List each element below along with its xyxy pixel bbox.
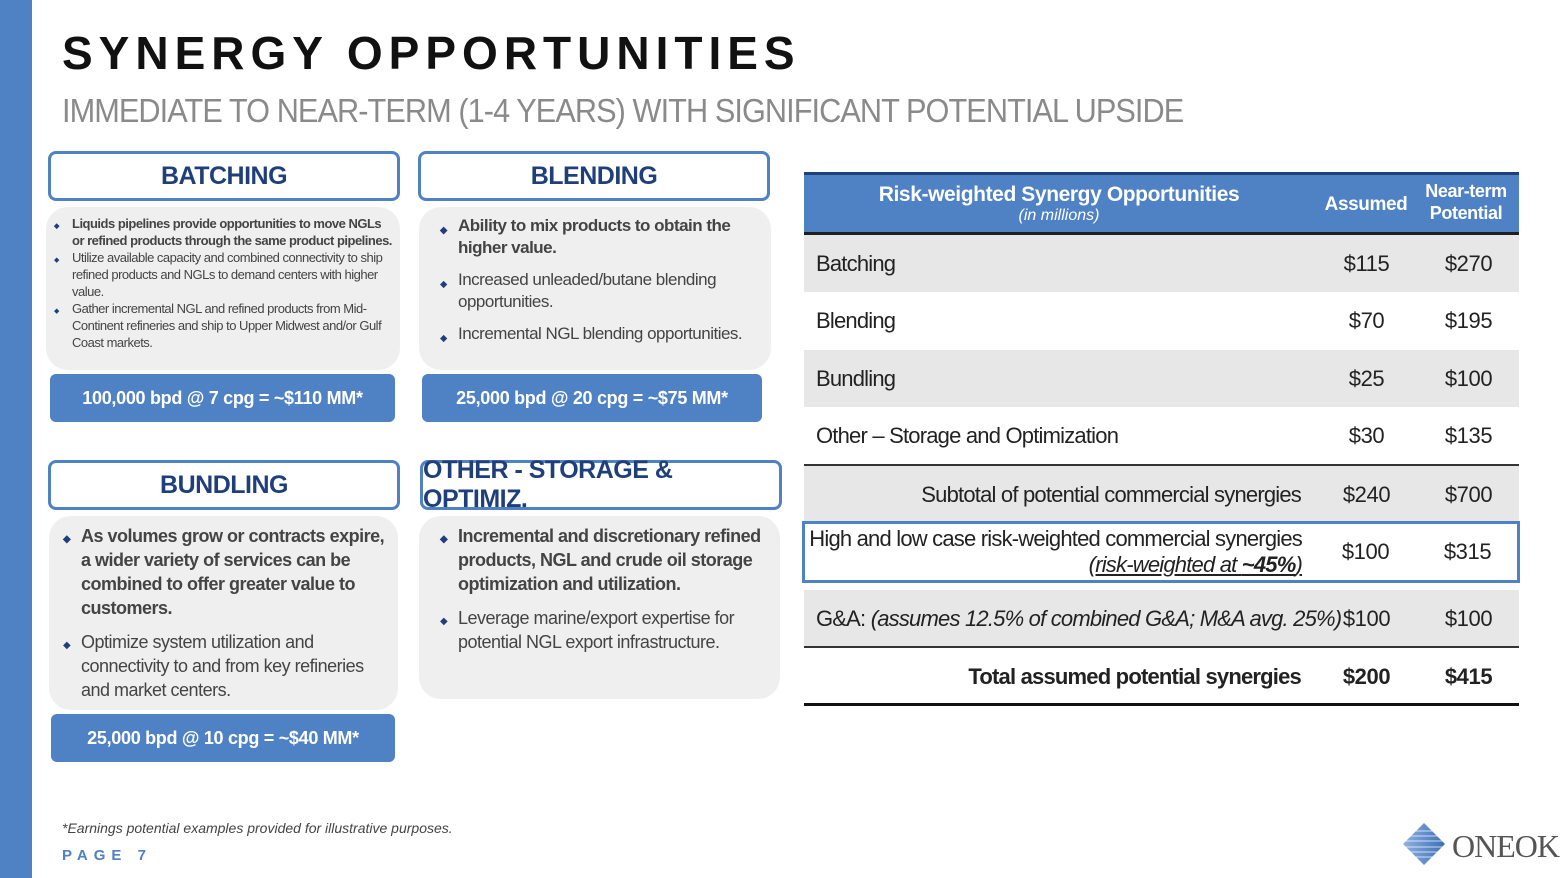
table-title: Risk-weighted Synergy Opportunities: [878, 183, 1240, 206]
page-subtitle: IMMEDIATE TO NEAR-TERM (1-4 YEARS) WITH SIGNIFICANT POTENTIAL UPSIDE: [62, 92, 1184, 129]
blending-formula: 25,000 bpd @ 20 cpg = ~$75 MM*: [422, 374, 762, 422]
footnote: *Earnings potential examples provided for illustrative purposes.: [62, 820, 453, 836]
assumed-value: $30: [1348, 422, 1385, 448]
batching-header: BATCHING: [48, 151, 400, 201]
blending-content: [419, 207, 771, 370]
other-header: OTHER - STORAGE & OPTIMIZ.: [420, 460, 782, 510]
other-card: [419, 456, 782, 699]
highlow-note-end: ): [1295, 552, 1302, 577]
row-label: [809, 526, 1302, 578]
row-label: Blending: [816, 307, 896, 333]
bullet: ◆ Optimize system utilization and connectivity to and from key refineries and market centers.: [81, 630, 390, 702]
table-subtitle: (in millions): [1018, 207, 1100, 224]
potential-value: $415: [1444, 663, 1493, 689]
row-label: Batching: [816, 250, 896, 276]
assumed-value: $25: [1348, 365, 1385, 391]
bundling-content: [49, 516, 398, 710]
row-label: Total assumed potential synergies: [968, 663, 1301, 689]
assumed-value: $100: [1342, 605, 1391, 631]
highlow-label: High and low case risk-weighted commercial synergies: [809, 526, 1302, 551]
row-label: Subtotal of potential commercial synergies: [921, 481, 1301, 507]
table-row: [804, 407, 1519, 464]
other-content: [419, 516, 780, 699]
bullet: ◆ Incremental NGL blending opportunities.: [458, 323, 763, 345]
bullet: ◆ Increased unleaded/butane blending opportunities.: [458, 269, 763, 313]
bullet: ◆ Utilize available capacity and combined connectivity to ship refined products and NGLs to demand centers with higher value.: [72, 249, 394, 300]
ga-label: G&A:: [816, 605, 871, 631]
table-row: [804, 235, 1519, 292]
bullet: ◆ Incremental and discretionary refined products, NGL and crude oil storage optimization and utilization.: [458, 524, 772, 596]
assumed-value: $100: [1341, 539, 1390, 564]
bullet: ◆ Gather incremental NGL and refined products from Mid-Continent refineries and ship to Upper Midwest and/or Gulf Coast markets.: [72, 300, 394, 351]
assumed-value: $240: [1342, 481, 1391, 507]
table-row: [804, 292, 1519, 349]
bullet: ◆ As volumes grow or contracts expire, a wider variety of services can be combined to offer greater value to customers.: [81, 524, 390, 620]
sidebar-accent: [0, 0, 32, 878]
assumed-value: $115: [1343, 250, 1390, 276]
potential-value: $195: [1444, 307, 1493, 333]
subtotal-row: [804, 466, 1519, 523]
row-label: [816, 606, 1341, 632]
ga-row: [804, 590, 1519, 647]
batching-formula: 100,000 bpd @ 7 cpg = ~$110 MM*: [50, 374, 395, 422]
potential-value: $315: [1443, 539, 1492, 564]
bundling-formula: 25,000 bpd @ 10 cpg = ~$40 MM*: [51, 714, 395, 762]
diamond-logo-icon: [1402, 822, 1446, 866]
ga-note: (assumes 12.5% of combined G&A; M&A avg. 25%): [870, 605, 1342, 631]
potential-value: $700: [1444, 481, 1493, 507]
total-row: [804, 648, 1519, 705]
batching-card: [46, 151, 400, 422]
page-title: SYNERGY OPPORTUNITIES: [62, 27, 801, 79]
blending-header: BLENDING: [418, 151, 770, 201]
potential-value: $100: [1444, 605, 1493, 631]
potential-value: $270: [1444, 250, 1493, 276]
row-label: Bundling: [816, 365, 896, 391]
table-row: [804, 350, 1519, 407]
blending-card: [418, 151, 771, 422]
bullet: ◆ Ability to mix products to obtain the higher value.: [458, 215, 763, 259]
page-number: PAGE 7: [62, 847, 152, 864]
bundling-card: [48, 460, 400, 762]
table-header: [804, 172, 1519, 235]
highlow-row: [802, 521, 1520, 583]
assumed-value: $70: [1348, 307, 1385, 333]
potential-value: $135: [1444, 422, 1493, 448]
potential-value: $100: [1444, 365, 1493, 391]
batching-content: [46, 207, 400, 370]
highlow-note: (risk-weighted at: [1088, 552, 1242, 577]
bullet: ◆ Liquids pipelines provide opportunities to move NGLs or refined products through the same product pipelines.: [72, 215, 394, 249]
row-label: Other – Storage and Optimization: [816, 422, 1119, 448]
logo-text: ONEOK: [1452, 828, 1559, 864]
bullet: ◆ Leverage marine/export expertise for potential NGL export infrastructure.: [458, 606, 772, 654]
divider: [804, 703, 1519, 706]
assumed-value: $200: [1342, 663, 1391, 689]
highlow-note-bold: ~45%: [1241, 552, 1296, 577]
oneok-logo: [1402, 822, 1559, 866]
bundling-header: BUNDLING: [48, 460, 400, 510]
col-potential: Near-term Potential: [1425, 181, 1507, 223]
col-assumed: Assumed: [1324, 194, 1408, 215]
